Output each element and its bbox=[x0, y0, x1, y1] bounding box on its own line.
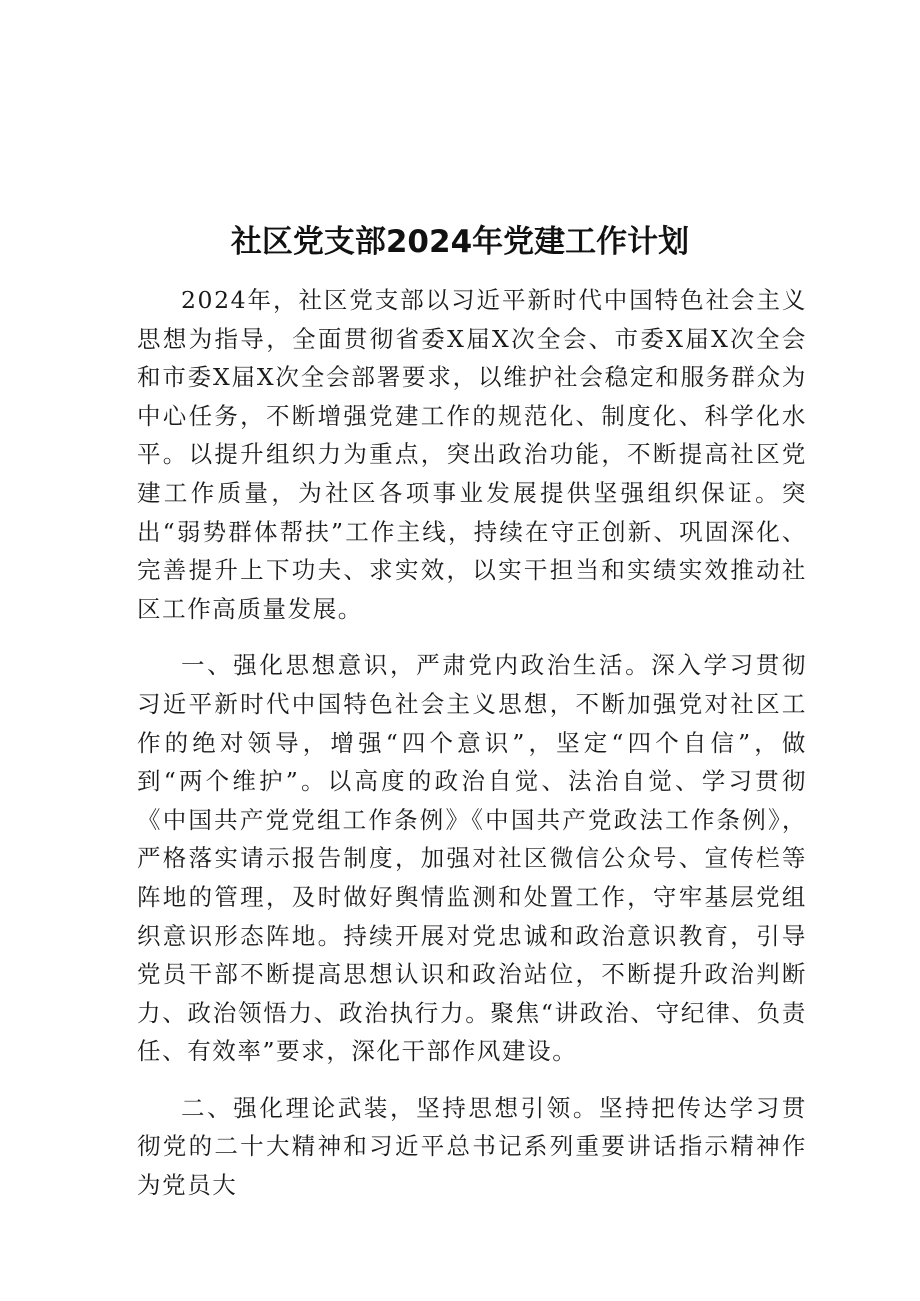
document-title: 社区党支部2024年党建工作计划 bbox=[230, 224, 690, 260]
paragraph-section-one: 一、强化思想意识，严肃党内政治生活。深入学习贯彻习近平新时代中国特色社会主义思想，不断加强党对社区工作的绝对领导，增强“四个意识”，坚定“四个自信”，做到“两个维护”。以高度的政治自觉、法治自觉、学习贯彻《中国共产党党组工作条例》《中国共产党政法工作条例》，严格落实请示报告制度，加强对社区微信公众号、宣传栏等阵地的管理，及时做好舆情监测和处置工作，守牢基层党组织意识形态阵地。持续开展对党忠诚和政治意识教育，引导党员干部不断提高思想认识和政治站位，不断提升政治判断力、政治领悟力、政治执行力。聚焦“讲政治、守纪律、负责任、有效率”要求，深化干部作风建设。 bbox=[137, 651, 807, 1066]
document-body bbox=[137, 281, 807, 1205]
paragraph-section-two: 二、强化理论武装，坚持思想引领。坚持把传达学习贯彻党的二十大精神和习近平总书记系列重要讲话指示精神作为党员大 bbox=[137, 1093, 807, 1200]
paragraph-intro: 2024年，社区党支部以习近平新时代中国特色社会主义思想为指导，全面贯彻省委X届X次全会、市委X届X次全会和市委X届X次全会部署要求，以维护社会稳定和服务群众为中心任务，不断增强党建工作的规范化、制度化、科学化水平。以提升组织力为重点，突出政治功能，不断提高社区党建工作质量，为社区各项事业发展提供坚强组织保证。突出“弱势群体帮扶”工作主线，持续在守正创新、巩固深化、完善提升上下功夫、求实效，以实干担当和实绩实效推动社区工作高质量发展。 bbox=[137, 286, 807, 623]
